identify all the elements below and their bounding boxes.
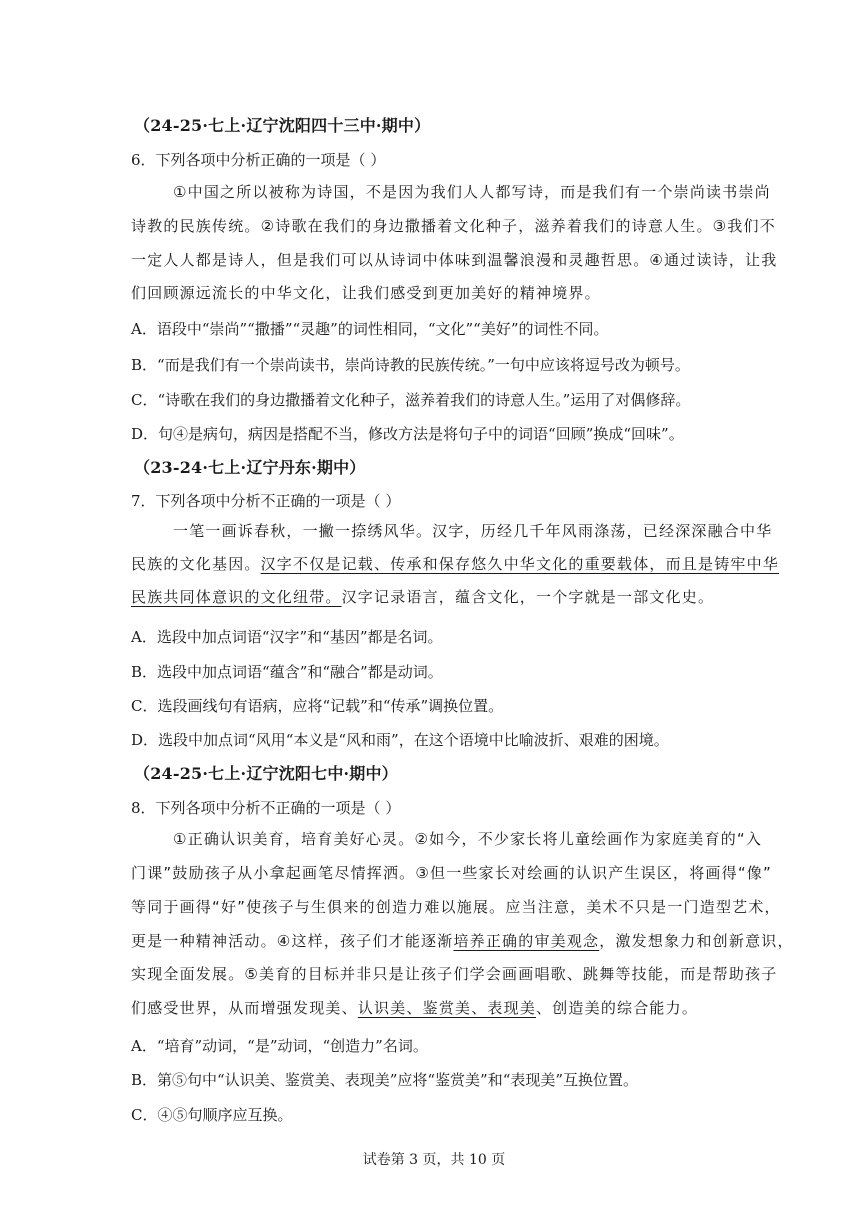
q7-stem: 7．下列各项中分析不正确的一项是（ ） — [131, 492, 401, 510]
q8-stem: 8．下列各项中分析不正确的一项是（ ） — [131, 799, 401, 817]
q8-passage-line — [131, 930, 794, 951]
q6-passage-line: 一定人人都是诗人，但是我们可以从诗词中体味到温馨浪漫和灵趣哲思。④通过读诗，让我 — [131, 251, 778, 269]
q8-passage-line: 门课”鼓励孩子从小拿起画笔尽情挥洒。③但一些家长对绘画的认识产生误区，将画得“像” — [131, 864, 772, 882]
q8-passage-line: ①正确认识美育，培育美好心灵。②如今，不少家长将儿童绘画作为家庭美育的“入 — [173, 830, 763, 848]
q7-option-b: B．选段中加点词语“蕴含”和“融合”都是动词。 — [131, 663, 443, 681]
q7-option-c: C．选段画线句有语病，应将“记载”和“传承”调换位置。 — [131, 697, 504, 715]
q7-passage-text: 汉字记录语言，蕴含文化，一个字就是一部文化史。 — [341, 588, 715, 606]
q7-passage-line — [131, 586, 714, 607]
q6-option-b: B．“而是我们有一个崇尚读书，崇尚诗教的民族传统。”一句中应该将逗号改为顿号。 — [131, 356, 690, 374]
q8-underlined-phrase: 培养正确的审美观念 — [453, 932, 600, 950]
q8-passage-text: 、创造美的综合能力。 — [536, 999, 699, 1017]
q6-passage-line: ①中国之所以被称为诗国，不是因为我们人人都写诗，而是我们有一个崇尚读书崇尚 — [173, 183, 771, 201]
q8-option-b: B．第⑤句中“认识美、鉴赏美、表现美”应将“鉴赏美”和“表现美”互换位置。 — [131, 1071, 639, 1089]
q6-option-c: C．“诗歌在我们的身边撒播着文化种子，滋养着我们的诗意人生。”运用了对偶修辞。 — [131, 391, 691, 409]
q8-source: （24-25·七上·辽宁沈阳七中·期中） — [134, 764, 398, 783]
q8-underlined-phrase: 认识美、鉴赏美、表现美 — [357, 999, 537, 1017]
q8-passage-text: 更是一种精神活动。④这样，孩子们才能逐渐 — [131, 932, 454, 950]
q7-underlined-sentence: 民族共同体意识的文化纽带。 — [131, 588, 342, 606]
q6-stem: 6．下列各项中分析正确的一项是（ ） — [131, 151, 386, 169]
q7-passage-line — [131, 553, 779, 574]
q6-option-d: D．句④是病句，病因是搭配不当，修改方法是将句子中的词语“回顾”换成“回味”。 — [131, 425, 684, 443]
q8-passage-text: 们感受世界，从而增强发现美、 — [131, 999, 358, 1017]
q8-passage-line: 等同于画得“好”使孩子与生俱来的创造力难以施展。应当注意，美术不只是一门造型艺术， — [131, 898, 781, 916]
q8-option-c: C．④⑤句顺序应互换。 — [131, 1106, 293, 1124]
q8-passage-line — [131, 997, 698, 1018]
q7-underlined-sentence: 汉字不仅是记载、传承和保存悠久中华文化的重要载体，而且是铸牢中华 — [260, 555, 780, 573]
page-footer: 试卷第 3 页，共 10 页 — [362, 1152, 506, 1168]
q6-source: （24-25·七上·辽宁沈阳四十三中·期中） — [134, 116, 431, 135]
q6-passage-line: 诗教的民族传统。②诗歌在我们的身边撒播着文化种子，滋养着我们的诗意人生。③我们不 — [131, 217, 776, 235]
q7-passage-text: 民族的文化基因。 — [131, 555, 261, 573]
q7-option-d: D．选段中加点词“风用“本义是“风和雨”，在这个语境中比喻波折、艰难的困境。 — [131, 731, 669, 749]
q8-passage-line: 实现全面发展。⑤美育的目标并非只是让孩子们学会画画唱歌、跳舞等技能，而是帮助孩子 — [131, 965, 778, 983]
q6-option-a: A．语段中“崇尚”“撒播”“灵趣”的词性相同，“文化”“美好”的词性不同。 — [131, 320, 609, 338]
q8-passage-text: ，激发想象力和创新意识， — [599, 932, 794, 950]
q8-option-a: A．“培育”动词，“是”动词，“创造力”名词。 — [131, 1037, 428, 1055]
q7-source: （23-24·七上·辽宁丹东·期中） — [134, 458, 366, 477]
q6-passage-line: 们回顾源远流长的中华文化，让我们感受到更加美好的精神境界。 — [131, 284, 601, 302]
q7-passage-line: 一笔一画诉春秋，一撇一捺绣风华。汉字，历经几千年风雨涤荡，已经深深融合中华 — [173, 522, 773, 540]
q7-option-a: A．选段中加点词语“汉字”和“基因”都是名词。 — [131, 628, 443, 646]
